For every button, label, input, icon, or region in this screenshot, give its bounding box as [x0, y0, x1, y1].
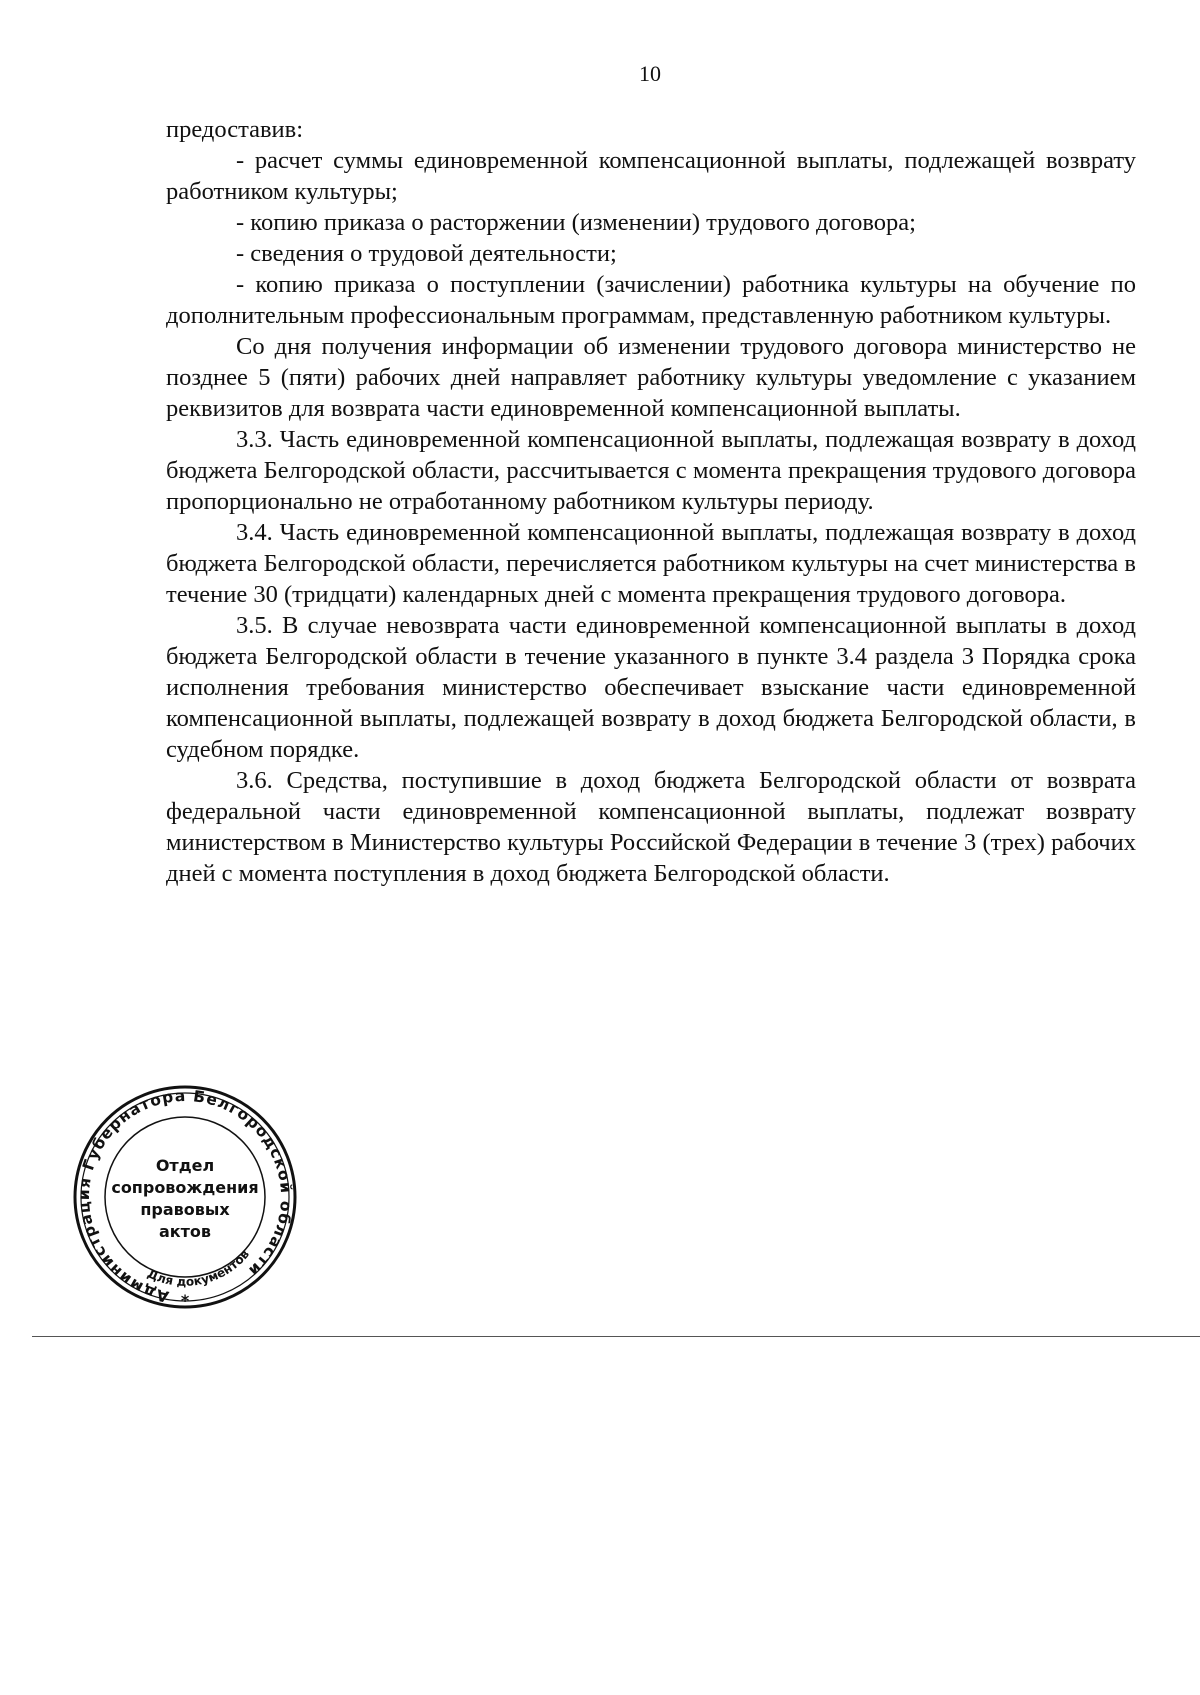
- stamp-center-line: актов: [158, 1222, 212, 1241]
- paragraph: - копию приказа о поступлении (зачислении) работника культуры на обучение по дополнительным профессиональным программам, представленную работником культуры.: [166, 271, 1136, 329]
- paragraph: 3.5. В случае невозврата части единовременной компенсационной выплаты в доход бюджета Белгородской области в течение указанного в пункте 3.4 раздела 3 Порядка срока исполнения требования министерство обеспечивает взыскание части единовременной компенсационной выплаты, подлежащей возврату в доход бюджета Белгородской области, в судебном порядке.: [166, 612, 1136, 763]
- official-stamp: [70, 1082, 300, 1312]
- stamp-inner-text: Для документов: [145, 1247, 253, 1289]
- paragraph: 3.6. Средства, поступившие в доход бюджета Белгородской области от возврата федеральной части единовременной компенсационной выплаты, подлежат возврату министерством в Министерство культуры Российской Федерации в течение 3 (трех) рабочих дней с момента поступления в доход бюджета Белгородской области.: [166, 767, 1136, 887]
- paragraph: - копию приказа о расторжении (изменении) трудового договора;: [236, 209, 916, 236]
- paragraph: 3.4. Часть единовременной компенсационной выплаты, подлежащая возврату в доход бюджета Белгородской области, перечисляется работником культуры на счет министерства в течение 30 (тридцати) календарных дней с момента прекращения трудового договора.: [166, 519, 1136, 608]
- stamp-center-line: Отдел: [155, 1156, 215, 1175]
- horizontal-rule: [32, 1336, 1200, 1337]
- stamp-graphic: [70, 1082, 300, 1312]
- paragraph: 3.3. Часть единовременной компенсационной выплаты, подлежащая возврату в доход бюджета Белгородской области, рассчитывается с момента прекращения трудового договора пропорционально не отработанному работником культуры периоду.: [166, 426, 1136, 515]
- document-body: [166, 114, 1136, 889]
- stamp-star: *: [180, 1291, 190, 1310]
- paragraph: Со дня получения информации об изменении трудового договора министерство не позднее 5 (пяти) рабочих дней направляет работнику культуры уведомление с указанием реквизитов для возврата части единовременной компенсационной выплаты.: [166, 333, 1136, 422]
- paragraph: - сведения о трудовой деятельности;: [236, 240, 617, 267]
- page-number: 10: [639, 61, 661, 86]
- stamp-center-line: правовых: [140, 1200, 230, 1219]
- paragraph: - расчет суммы единовременной компенсационной выплаты, подлежащей возврату работником культуры;: [166, 147, 1136, 205]
- stamp-center-line: сопровождения: [111, 1178, 259, 1197]
- paragraph: предоставив:: [166, 116, 304, 143]
- stamp-outer-text: Администрация Губернатора Белгородской области: [74, 1086, 296, 1306]
